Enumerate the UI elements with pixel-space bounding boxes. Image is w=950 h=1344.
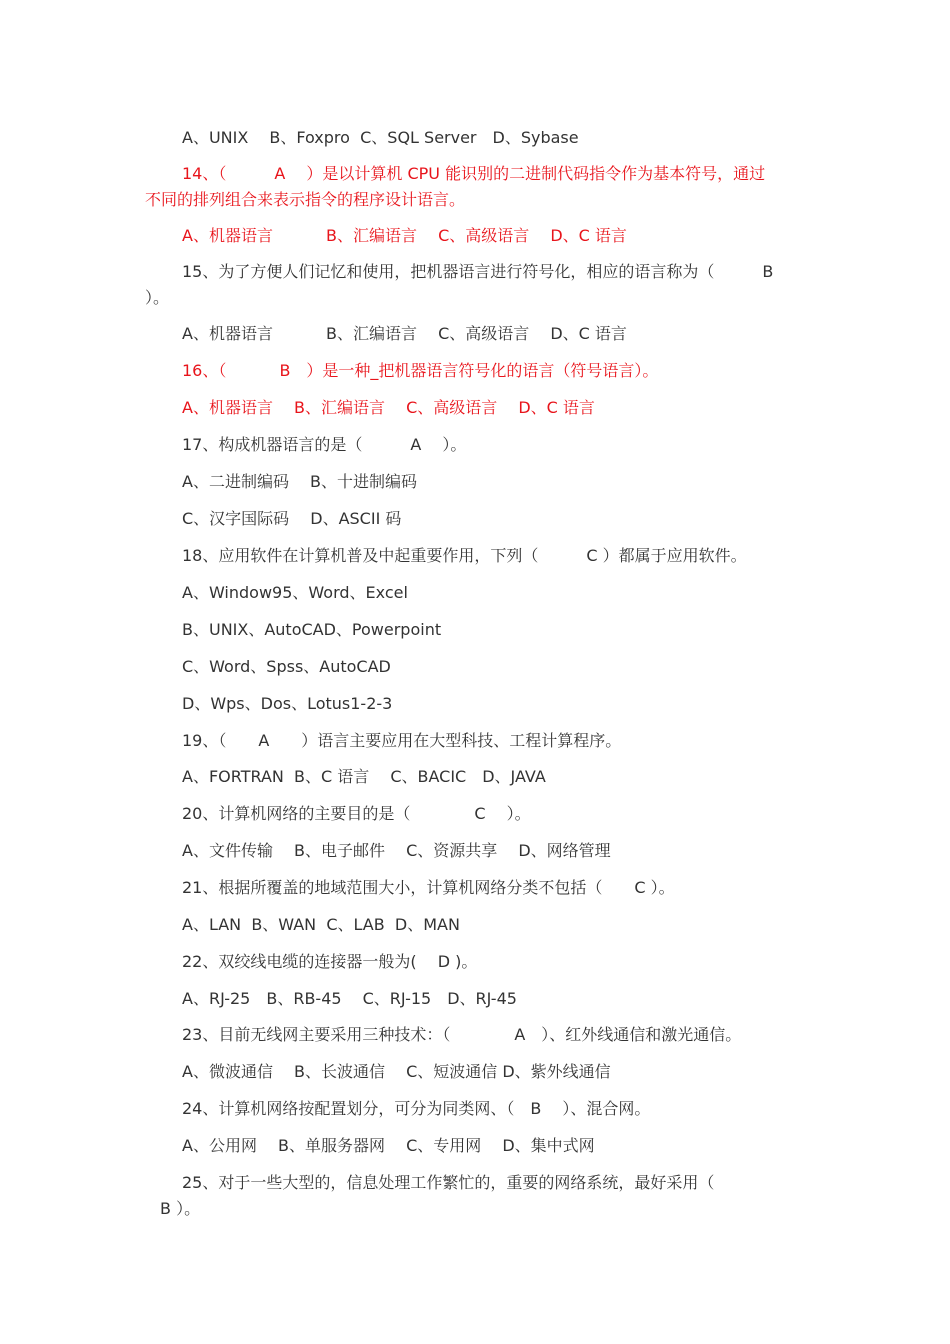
q25-question-line2: B ）。 bbox=[160, 1199, 201, 1218]
q23-question: 23、目前无线网主要采用三种技术：（ A ）、红外线通信和激光通信。 bbox=[182, 1025, 742, 1044]
q20-question: 20、计算机网络的主要目的是（ C ）。 bbox=[182, 804, 531, 823]
q18-option-d: D、Wps、Dos、Lotus1-2-3 bbox=[182, 694, 393, 713]
q25-question-line1: 25、对于一些大型的，信息处理工作繁忙的，重要的网络系统，最好采用（ bbox=[182, 1173, 715, 1192]
q17-options-ab: A、二进制编码 B、十进制编码 bbox=[182, 472, 418, 491]
q14-question-line2: 不同的排列组合来表示指令的程序设计语言。 bbox=[145, 190, 466, 209]
q21-options: A、LAN B、WAN C、LAB D、MAN bbox=[182, 915, 460, 934]
q22-options: A、RJ-25 B、RB-45 C、RJ-15 D、RJ-45 bbox=[182, 989, 517, 1008]
q18-question: 18、应用软件在计算机普及中起重要作用，下列（ C ）都属于应用软件。 bbox=[182, 546, 747, 565]
q22-question: 22、双绞线电缆的连接器一般为( D )。 bbox=[182, 952, 478, 971]
q17-question: 17、构成机器语言的是（ A ）。 bbox=[182, 435, 467, 454]
q21-question: 21、根据所覆盖的地域范围大小，计算机网络分类不包括（ C ）。 bbox=[182, 878, 675, 897]
q18-option-a: A、Window95、Word、Excel bbox=[182, 583, 408, 602]
q17-options-cd: C、汉字国际码 D、ASCII 码 bbox=[182, 509, 402, 528]
q18-option-b: B、UNIX、AutoCAD、Powerpoint bbox=[182, 620, 442, 639]
q19-options: A、FORTRAN B、C 语言 C、BACIC D、JAVA bbox=[182, 767, 546, 786]
q24-options: A、公用网 B、单服务器网 C、专用网 D、集中式网 bbox=[182, 1136, 595, 1155]
q16-options: A、机器语言 B、汇编语言 C、高级语言 D、C 语言 bbox=[182, 398, 595, 417]
q14-options: A、机器语言 B、汇编语言 C、高级语言 D、C 语言 bbox=[182, 226, 627, 245]
q23-options: A、微波通信 B、长波通信 C、短波通信 D、紫外线通信 bbox=[182, 1062, 611, 1081]
q14-question-line1: 14、（ A ）是以计算机 CPU 能识别的二进制代码指令作为基本符号，通过 bbox=[182, 164, 766, 183]
q15-options: A、机器语言 B、汇编语言 C、高级语言 D、C 语言 bbox=[182, 324, 627, 343]
q19-question: 19、（ A ）语言主要应用在大型科技、工程计算程序。 bbox=[182, 731, 622, 750]
q15-question-line1: 15、为了方便人们记忆和使用，把机器语言进行符号化，相应的语言称为（ B bbox=[182, 262, 774, 281]
q24-question: 24、计算机网络按配置划分，可分为同类网、（ B ）、混合网。 bbox=[182, 1099, 651, 1118]
q18-option-c: C、Word、Spss、AutoCAD bbox=[182, 657, 391, 676]
q15-question-line2: ）。 bbox=[145, 288, 170, 307]
q20-options: A、文件传输 B、电子邮件 C、资源共享 D、网络管理 bbox=[182, 841, 611, 860]
q16-question: 16、（ B ）是一种_把机器语言符号化的语言（符号语言）。 bbox=[182, 361, 659, 380]
q13-options: A、UNIX B、Foxpro C、SQL Server D、Sybase bbox=[182, 128, 579, 147]
